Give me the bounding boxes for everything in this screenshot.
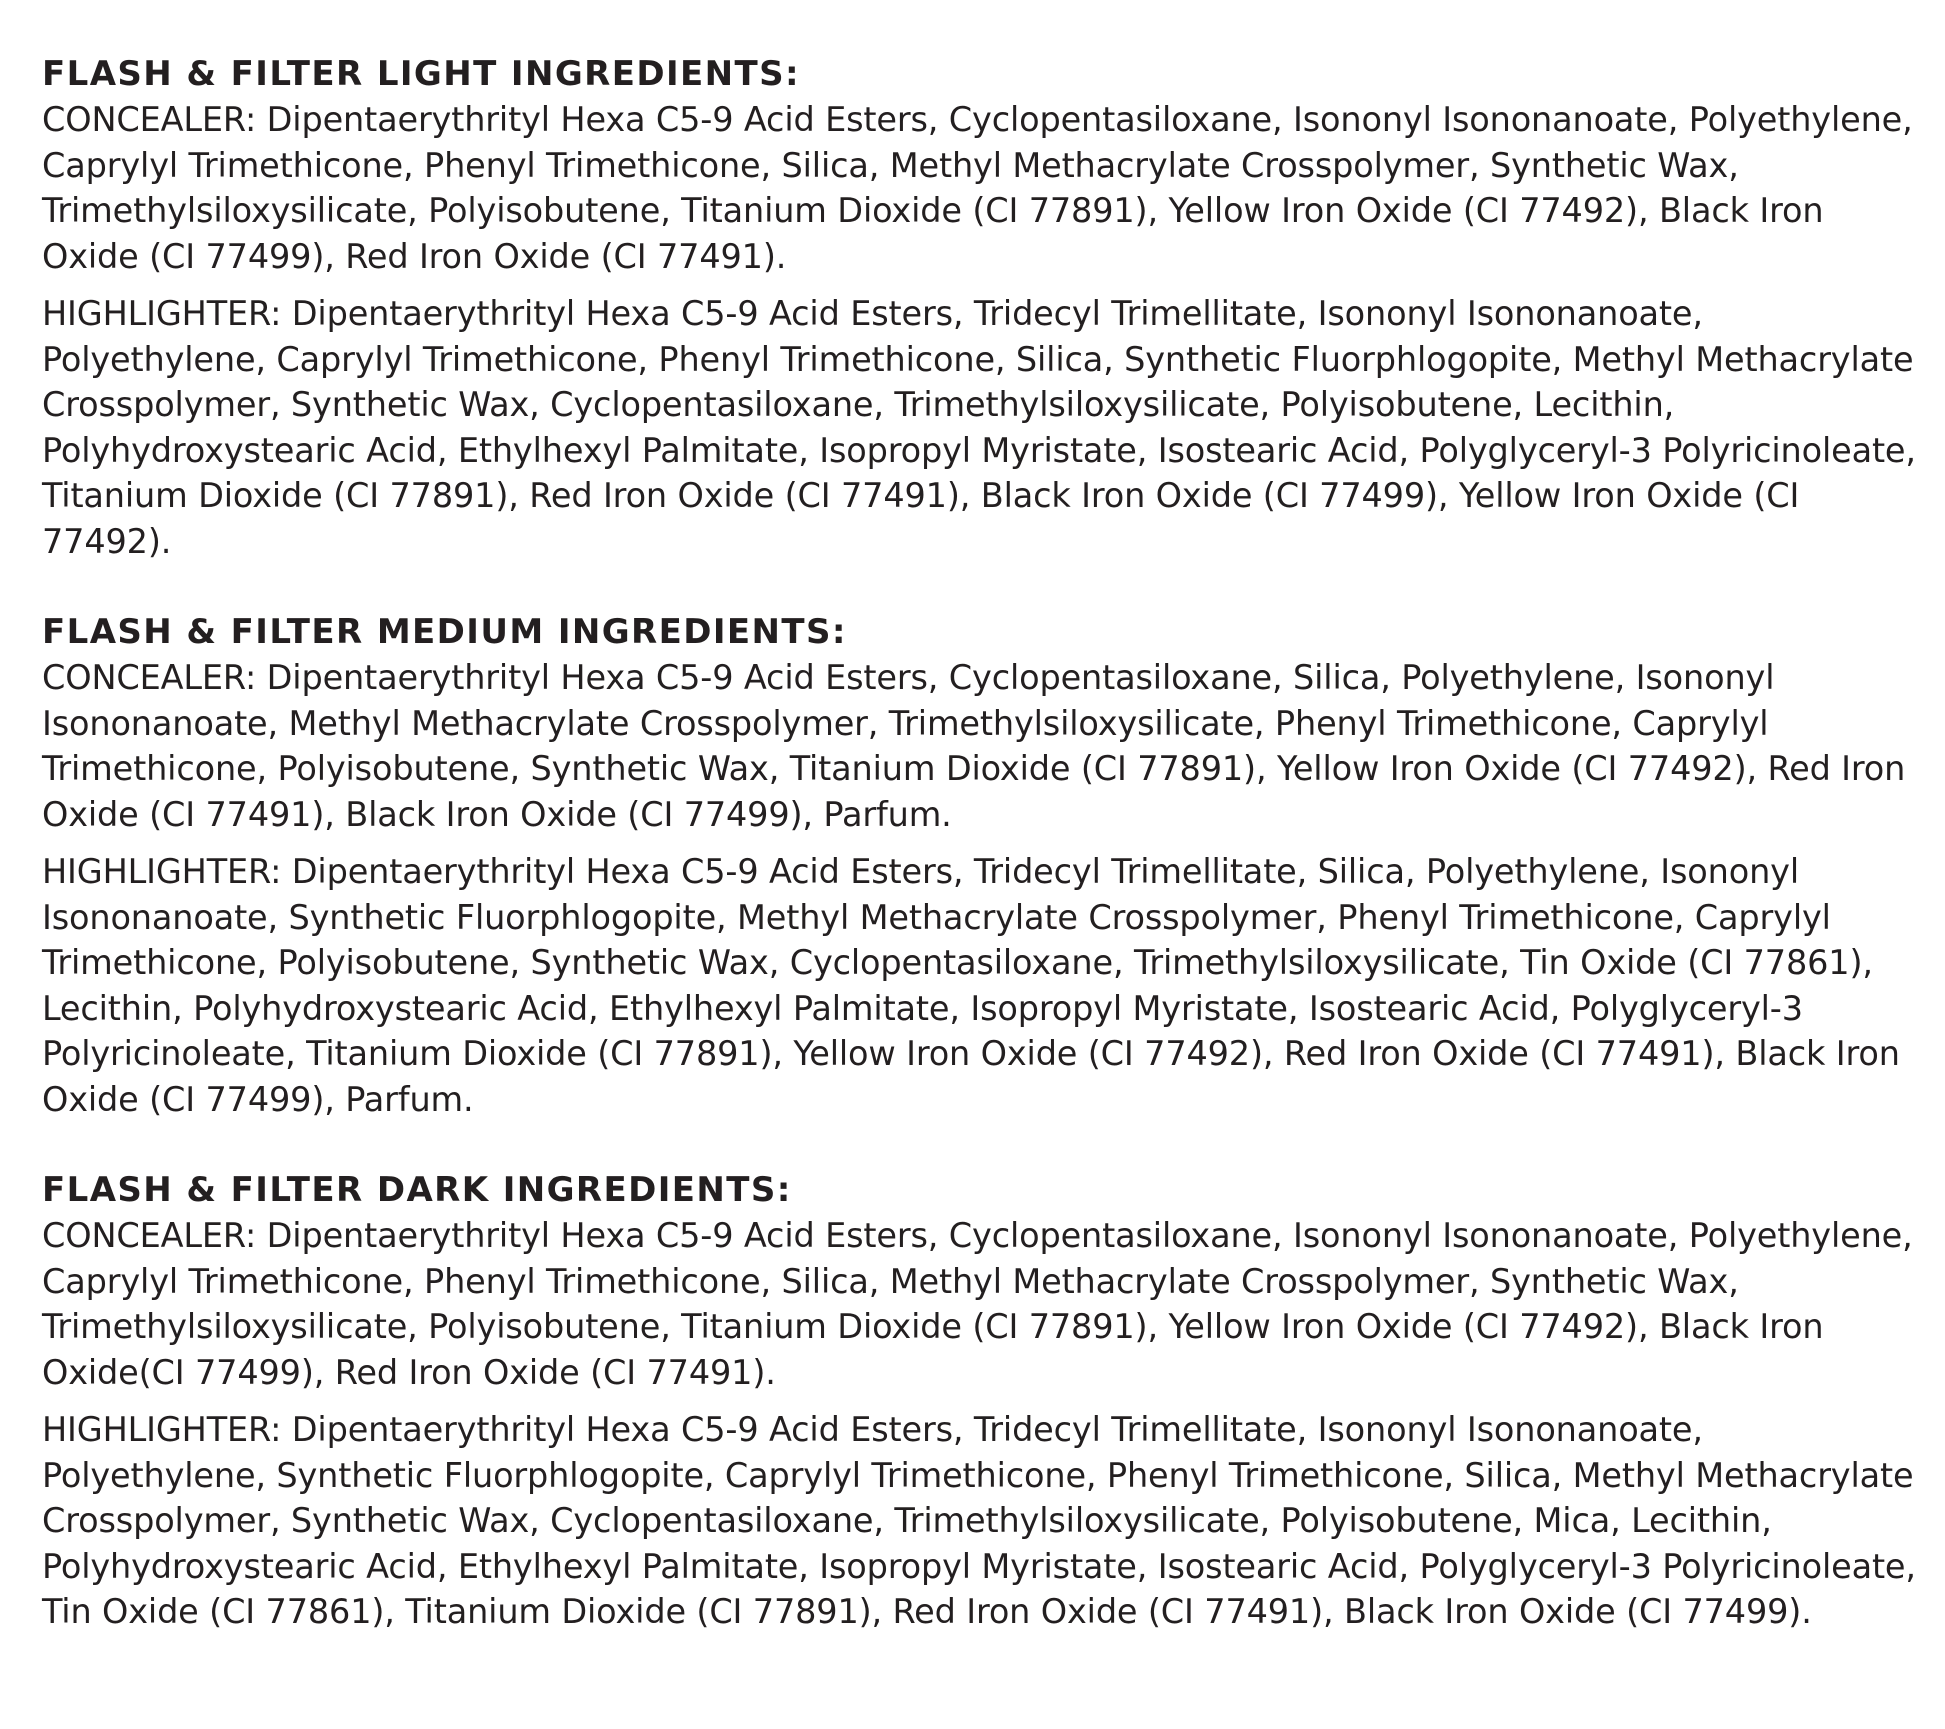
highlighter-ingredients: HIGHLIGHTER: Dipentaerythrityl Hexa C5-9 Acid Esters, Tridecyl Trimellitate, Isononyl Isononanoate, Polyethylene, Caprylyl Trimethicone, Phenyl Trimethicone, Silica, Synthetic Fluorphlogopite, Methyl Methacrylate Crosspolymer, Synthetic Wax, Cyclopentasiloxane, Trimethylsiloxysilicate, Polyisobutene, Lecithin, Polyhydroxystearic Acid, Ethylhexyl Palmitate, Isopropyl Myristate, Isostearic Acid, Polyglyceryl-3 Polyricinoleate, Titanium Dioxide (CI 77891), Red Iron Oxide (CI 77491), Black Iron Oxide (CI 77499), Yellow Iron Oxide (CI 77492). [42, 294, 1916, 561]
section-heading: FLASH & FILTER DARK INGREDIENTS: [42, 1170, 792, 1210]
concealer-ingredients: CONCEALER: Dipentaerythrityl Hexa C5-9 Acid Esters, Cyclopentasiloxane, Isononyl Isononanoate, Polyethylene, Caprylyl Trimethicone, Phenyl Trimethicone, Silica, Methyl Methacrylate Crosspolymer, Synthetic Wax, Trimethylsiloxysilicate, Polyisobutene, Titanium Dioxide (CI 77891), Yellow Iron Oxide (CI 77492), Black Iron Oxide (CI 77499), Red Iron Oxide (CI 77491). [42, 100, 1913, 276]
highlighter-ingredients: HIGHLIGHTER: Dipentaerythrityl Hexa C5-9 Acid Esters, Tridecyl Trimellitate, Silica, Polyethylene, Isononyl Isononanoate, Synthetic Fluorphlogopite, Methyl Methacrylate Crosspolymer, Phenyl Trimethicone, Caprylyl Trimethicone, Polyisobutene, Synthetic Wax, Cyclopentasiloxane, Trimethylsiloxysilicate, Tin Oxide (CI 77861), Lecithin, Polyhydroxystearic Acid, Ethylhexyl Palmitate, Isopropyl Myristate, Isostearic Acid, Polyglyceryl-3 Polyricinoleate, Titanium Dioxide (CI 77891), Yellow Iron Oxide (CI 77492), Red Iron Oxide (CI 77491), Black Iron Oxide (CI 77499), Parfum. [42, 852, 1900, 1119]
section-heading: FLASH & FILTER MEDIUM INGREDIENTS: [42, 612, 847, 652]
section-light [42, 52, 1922, 564]
highlighter-ingredients: HIGHLIGHTER: Dipentaerythrityl Hexa C5-9 Acid Esters, Tridecyl Trimellitate, Isononyl Isononanoate, Polyethylene, Synthetic Fluorphlogopite, Caprylyl Trimethicone, Phenyl Trimethicone, Silica, Methyl Methacrylate Crosspolymer, Synthetic Wax, Cyclopentasiloxane, Trimethylsiloxysilicate, Polyisobutene, Mica, Lecithin, Polyhydroxystearic Acid, Ethylhexyl Palmitate, Isopropyl Myristate, Isostearic Acid, Polyglyceryl-3 Polyricinoleate, Tin Oxide (CI 77861), Titanium Dioxide (CI 77891), Red Iron Oxide (CI 77491), Black Iron Oxide (CI 77499). [42, 1410, 1916, 1631]
section-heading: FLASH & FILTER LIGHT INGREDIENTS: [42, 54, 800, 94]
section-dark [42, 1168, 1922, 1635]
section-medium [42, 610, 1922, 1122]
concealer-ingredients: CONCEALER: Dipentaerythrityl Hexa C5-9 Acid Esters, Cyclopentasiloxane, Silica, Polyethylene, Isononyl Isononanoate, Methyl Methacrylate Crosspolymer, Trimethylsiloxysilicate, Phenyl Trimethicone, Caprylyl Trimethicone, Polyisobutene, Synthetic Wax, Titanium Dioxide (CI 77891), Yellow Iron Oxide (CI 77492), Red Iron Oxide (CI 77491), Black Iron Oxide (CI 77499), Parfum. [42, 658, 1906, 834]
ingredients-document [42, 52, 1922, 1635]
concealer-ingredients: CONCEALER: Dipentaerythrityl Hexa C5-9 Acid Esters, Cyclopentasiloxane, Isononyl Isononanoate, Polyethylene, Caprylyl Trimethicone, Phenyl Trimethicone, Silica, Methyl Methacrylate Crosspolymer, Synthetic Wax, Trimethylsiloxysilicate, Polyisobutene, Titanium Dioxide (CI 77891), Yellow Iron Oxide (CI 77492), Black Iron Oxide(CI 77499), Red Iron Oxide (CI 77491). [42, 1216, 1913, 1392]
